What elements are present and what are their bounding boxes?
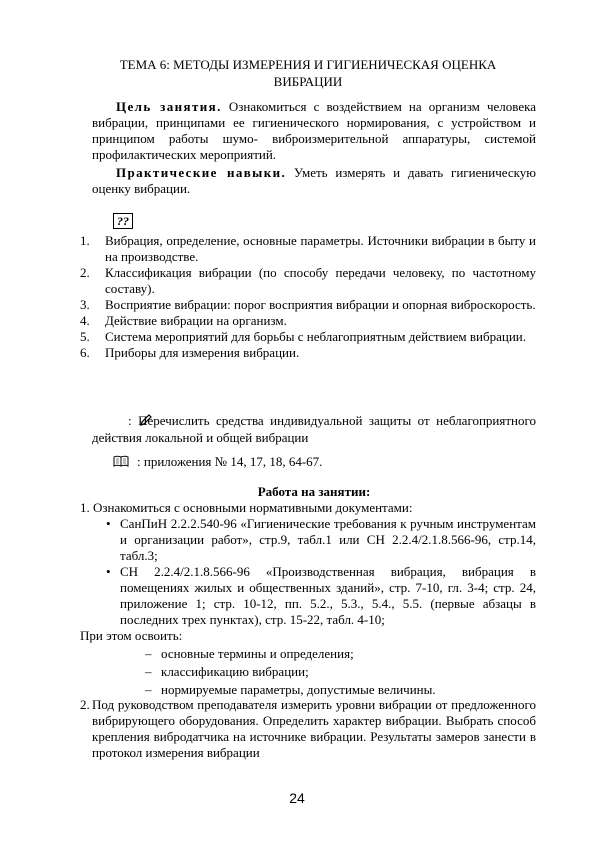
work-heading: Работа на занятии: xyxy=(257,484,371,499)
learn-item: – классификацию вибрации; xyxy=(145,664,309,679)
document-item: • СН 2.2.4/2.1.8.566-96 «Производственная вибрация, вибрация в помещениях жилых и общественных зданий», стр. 7-10, гл. 3-4; стр. 24, приложение 1; стр. 10-12, пп. 5.2., 5.3., 5.4., 5.5. (первые абзацы в последних трех пунктах), стр. 15-22, табл. 4-10; xyxy=(106,564,536,627)
books-text: : приложения № 14, 17, 18, 64-67. xyxy=(137,454,323,469)
learn-item: – нормируемые параметры, допустимые величины. xyxy=(145,682,436,697)
page-title xyxy=(88,56,528,90)
title-line-1: ТЕМА 6: МЕТОДЫ ИЗМЕРЕНИЯ И ГИГИЕНИЧЕСКАЯ ОЦЕНКА xyxy=(119,57,497,72)
questions-icon: ?? xyxy=(113,213,133,229)
skills-text: Уметь измерять и давать гигиеническую оценку вибрации. xyxy=(92,165,536,196)
books-line xyxy=(113,454,322,471)
work-item-1: 1. Ознакомиться с основными нормативными документами: xyxy=(80,500,413,515)
question-item: 1. Вибрация, определение, основные параметры. Источники вибрации в быту и на производстве. xyxy=(80,233,536,264)
question-item: 5. Система мероприятий для борьбы с неблагоприятным действием вибрации. xyxy=(80,329,526,344)
work-item-2: 2. Под руководством преподавателя измерить уровни вибрации от предложенного вибрирующего оборудования. Определить характер вибрации. Выбрать способ крепления вибродатчика на источнике вибрации. Результаты замеров занести в протокол измерения вибрации xyxy=(80,697,536,760)
question-item: 3. Восприятие вибрации: порог восприятия вибрации и опорная виброскорость. xyxy=(80,297,536,312)
learn-item: – основные термины и определения; xyxy=(145,646,354,661)
documents-list xyxy=(104,516,536,628)
question-item: 2. Классификация вибрации (по способу передачи человеку, по частотному составу). xyxy=(80,265,536,296)
question-item: 6. Приборы для измерения вибрации. xyxy=(80,345,300,360)
task-text: : Перечислить средства индивидуальной защиты от неблагоприятного действия локальной и общей вибрации xyxy=(92,413,536,446)
skills-lead: Практические навыки. xyxy=(116,165,287,180)
skills-paragraph xyxy=(92,165,536,197)
goal-paragraph xyxy=(92,99,536,163)
learn-list xyxy=(145,645,505,699)
goal-lead: Цель занятия. xyxy=(116,99,222,114)
task-paragraph xyxy=(92,413,536,446)
learn-label: При этом освоить: xyxy=(80,628,183,643)
question-item: 4. Действие вибрации на организм. xyxy=(80,313,287,328)
pencil-icon xyxy=(116,414,128,430)
work-item-2-text: Под руководством преподавателя измерить уровни вибрации от предложенного вибрирующего оборудования. Определить характер вибрации. Выбрать способ крепления вибродатчика на источнике вибрации. Результаты замеров занести в протокол измерения вибрации xyxy=(92,697,536,760)
book-icon xyxy=(113,455,129,471)
title-line-2: ВИБРАЦИИ xyxy=(273,74,343,89)
document-item: • СанПиН 2.2.2.540-96 «Гигиенические требования к ручным инструментам и организации работ», стр.9, табл.1 или СН 2.2.4/2.1.8.566-96, стр.14, табл.3; xyxy=(106,516,536,563)
goal-text: Ознакомиться с воздействием на организм человека вибрации, принципами ее гигиенического нормирования, с устройством и принципом работы шумо- виброизмерительной аппаратуры, системой профилактических мероприятий. xyxy=(92,99,536,162)
page-number: 24 xyxy=(289,790,305,806)
questions-list xyxy=(80,233,536,361)
